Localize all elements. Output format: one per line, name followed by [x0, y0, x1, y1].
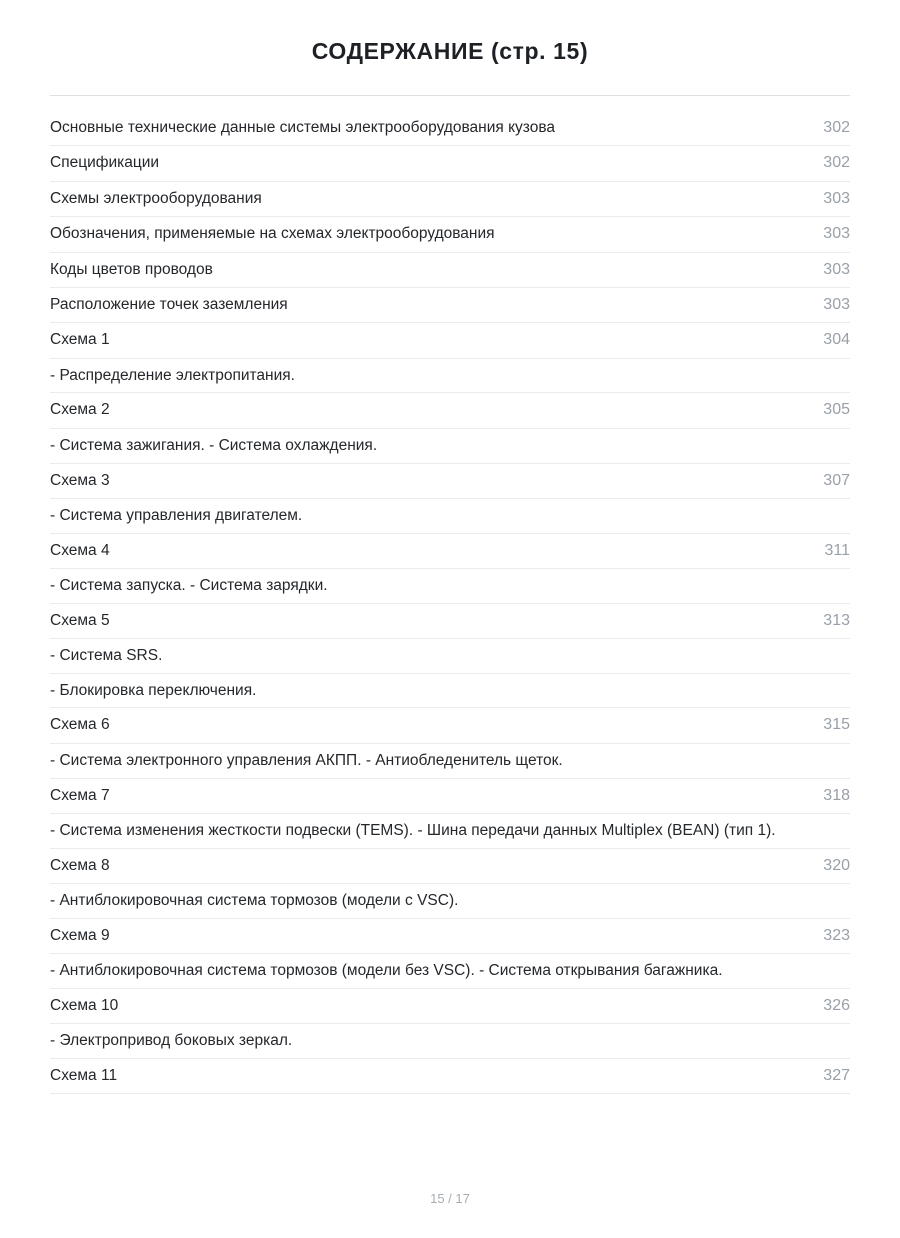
toc-entry-page: 302 — [823, 119, 850, 136]
toc-entry[interactable] — [50, 919, 850, 954]
toc-entry-label: Основные технические данные системы электрооборудования кузова — [50, 119, 556, 136]
toc-entry[interactable] — [50, 464, 850, 499]
toc-subentry[interactable] — [50, 429, 850, 464]
toc-subentry[interactable] — [50, 744, 850, 779]
toc-entry-label: Спецификации — [50, 154, 160, 172]
toc-subentry[interactable] — [50, 499, 850, 534]
toc-subentry[interactable] — [50, 359, 850, 394]
toc-subentry[interactable] — [50, 639, 850, 674]
toc-entry-label: - Блокировка переключения. — [50, 681, 257, 699]
toc-entry[interactable] — [50, 849, 850, 884]
toc-entry-label: Схема 2 — [50, 401, 110, 419]
toc-entry-page: 302 — [823, 154, 850, 172]
toc-entry-label: Схемы электрооборудования — [50, 189, 262, 207]
toc-entry-page: 304 — [823, 331, 850, 349]
toc-entry-page: 315 — [823, 716, 850, 734]
toc-entry-label: Схема 3 — [50, 471, 110, 489]
toc-subentry[interactable] — [50, 954, 850, 989]
page-title: СОДЕРЖАНИЕ (стр. 15) — [311, 38, 589, 64]
toc-entry-label: - Система зажигания. - Система охлаждения. — [50, 436, 378, 454]
toc-entry[interactable] — [50, 708, 850, 743]
toc-entry-label: Схема 10 — [50, 996, 119, 1014]
toc-entry-page: 303 — [823, 225, 850, 243]
toc-entry[interactable] — [50, 217, 850, 252]
toc-entry-page: 320 — [823, 856, 850, 874]
toc-entry-label: Схема 7 — [50, 786, 110, 804]
toc-entry-page: 305 — [823, 401, 850, 419]
page-indicator: 15 / 17 — [430, 1191, 470, 1206]
toc-entry-page: 323 — [823, 926, 850, 944]
toc-entry[interactable] — [50, 288, 850, 323]
toc-entry[interactable] — [50, 182, 850, 217]
toc-entry[interactable] — [50, 393, 850, 428]
toc-entry[interactable] — [50, 989, 850, 1024]
toc-entry[interactable] — [50, 779, 850, 814]
toc-entry-label: Схема 6 — [50, 716, 110, 734]
toc-entry-page: 307 — [823, 471, 850, 489]
toc-entry[interactable] — [50, 604, 850, 639]
toc-entry-page: 313 — [823, 611, 850, 629]
toc-entry-page: 303 — [823, 295, 850, 313]
toc-entry-page: 326 — [823, 996, 850, 1014]
toc-entry-label: - Антиблокировочная система тормозов (модели без VSC). - Система открывания багажника. — [50, 962, 723, 980]
toc-subentry[interactable] — [50, 569, 850, 604]
toc-entry[interactable] — [50, 111, 850, 146]
toc-entry-label: - Система SRS. — [50, 647, 163, 665]
toc-entry-label: - Система запуска. - Система зарядки. — [50, 576, 328, 594]
toc-entry-label: Схема 11 — [50, 1066, 118, 1084]
toc-entry-label: - Электропривод боковых зеркал. — [50, 1032, 293, 1050]
toc-entry-page: 311 — [824, 541, 850, 559]
toc-entry-label: - Антиблокировочная система тормозов (модели с VSC). — [50, 891, 459, 909]
toc-entry-page: 327 — [823, 1066, 850, 1084]
toc-subentry[interactable] — [50, 814, 850, 849]
toc-entry[interactable] — [50, 1059, 850, 1094]
toc-list — [50, 111, 850, 1094]
toc-entry-label: - Система электронного управления АКПП. - Антиобледенитель щеток. — [50, 751, 563, 769]
toc-entry-label: Обозначения, применяемые на схемах электрооборудования — [50, 225, 495, 243]
toc-entry-page: 303 — [823, 189, 850, 207]
toc-entry[interactable] — [50, 146, 850, 181]
toc-entry-label: - Распределение электропитания. — [50, 366, 295, 384]
toc-entry-label: Схема 8 — [50, 856, 110, 874]
toc-entry-label: - Система изменения жесткости подвески (TEMS). - Шина передачи данных Multiplex (BEAN) (тип 1). — [50, 821, 776, 839]
toc-entry[interactable] — [50, 534, 850, 569]
toc-entry-label: - Система управления двигателем. — [50, 506, 303, 524]
toc-entry[interactable] — [50, 253, 850, 288]
toc-entry-label: Схема 5 — [50, 611, 110, 629]
toc-subentry[interactable] — [50, 884, 850, 919]
toc-page — [0, 38, 900, 1094]
toc-entry-label: Коды цветов проводов — [50, 260, 213, 278]
title-divider — [50, 95, 850, 96]
toc-subentry[interactable] — [50, 1024, 850, 1059]
toc-entry-label: Схема 9 — [50, 926, 110, 944]
toc-entry-label: Расположение точек заземления — [50, 295, 288, 313]
toc-entry-page: 303 — [823, 260, 850, 278]
toc-entry-page: 318 — [823, 786, 850, 804]
toc-entry-label: Схема 1 — [50, 331, 110, 349]
toc-subentry[interactable] — [50, 674, 850, 709]
toc-entry-label: Схема 4 — [50, 541, 110, 559]
toc-entry[interactable] — [50, 323, 850, 358]
